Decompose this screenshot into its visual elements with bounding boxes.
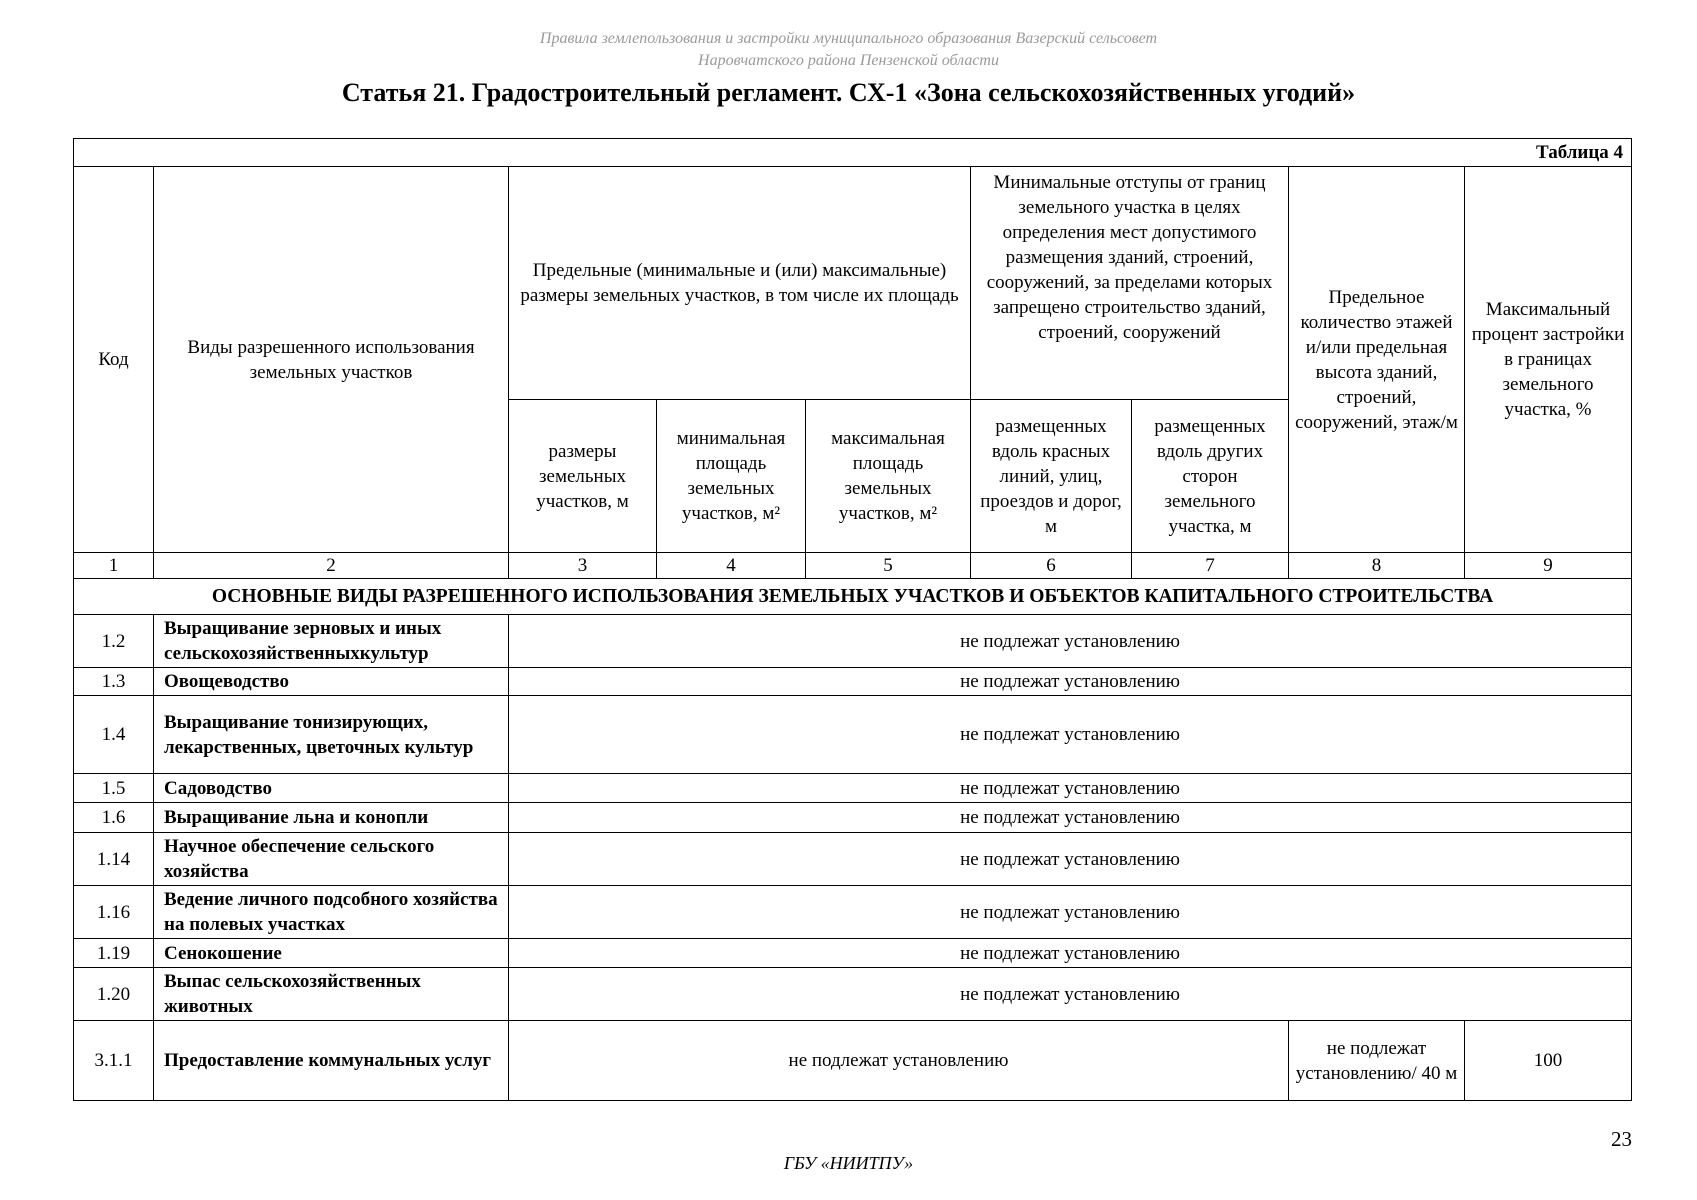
row-code: 1.5 [74, 774, 154, 803]
column-number: 6 [971, 553, 1132, 579]
table-row [74, 833, 1632, 886]
row-value: не подлежат установлению [509, 1021, 1289, 1101]
column-number-row [74, 553, 1632, 579]
row-use-type: Ведение личного подсобного хозяйства на полевых участках [154, 886, 509, 939]
row-use-type: Сенокошение [154, 939, 509, 968]
row-use-type: Садоводство [154, 774, 509, 803]
row-value: не подлежат установлению [509, 886, 1632, 939]
column-number: 3 [509, 553, 657, 579]
page-number: 23 [1611, 1127, 1632, 1151]
table-row [74, 696, 1632, 774]
row-use-type: Выпас сельскохозяйственных животных [154, 968, 509, 1021]
table-row [74, 1021, 1632, 1101]
table-row [74, 774, 1632, 803]
column-number: 7 [1132, 553, 1289, 579]
header-setback-other: размещенных вдоль других сторон земельного участка, м [1132, 400, 1289, 553]
row-code: 1.14 [74, 833, 154, 886]
row-code: 1.19 [74, 939, 154, 968]
row-floors: не подлежат установлению/ 40 м [1289, 1021, 1465, 1101]
row-use-type: Предоставление коммунальных услуг [154, 1021, 509, 1101]
running-header-line2: Наровчатского района Пензенской области [698, 52, 999, 69]
header-setbacks: Минимальные отступы от границ земельного участка в целях определения мест допустимого размещения зданий, строений, сооружений, за пределами которых запрещено строительство зданий, строений, сооружений [971, 167, 1289, 400]
header-setback-red-lines: размещенных вдоль красных линий, улиц, проездов и дорог, м [971, 400, 1132, 553]
table-caption: Таблица 4 [74, 139, 1632, 167]
row-code: 1.2 [74, 615, 154, 668]
column-number: 2 [154, 553, 509, 579]
table-row [74, 615, 1632, 668]
row-code: 1.4 [74, 696, 154, 774]
header-size-limits: Предельные (минимальные и (или) максимальные) размеры земельных участков, в том числе их площадь [509, 167, 971, 400]
table-row [74, 886, 1632, 939]
column-number: 9 [1465, 553, 1632, 579]
row-value: не подлежат установлению [509, 615, 1632, 668]
row-value: не подлежат установлению [509, 833, 1632, 886]
row-value: не подлежат установлению [509, 939, 1632, 968]
section-title: ОСНОВНЫЕ ВИДЫ РАЗРЕШЕННОГО ИСПОЛЬЗОВАНИЯ ЗЕМЕЛЬНЫХ УЧАСТКОВ И ОБЪЕКТОВ КАПИТАЛЬНОГО СТРОИТЕЛЬСТВА [74, 579, 1632, 615]
row-code: 1.20 [74, 968, 154, 1021]
row-use-type: Овощеводство [154, 668, 509, 696]
header-floors: Предельное количество этажей и/или предельная высота зданий, строений, сооружений, этаж/м [1289, 167, 1465, 553]
header-use-type: Виды разрешенного использования земельных участков [154, 167, 509, 553]
header-max-area: максимальная площадь земельных участков, м² [806, 400, 971, 553]
table-row [74, 968, 1632, 1021]
column-number: 1 [74, 553, 154, 579]
row-value: не подлежат установлению [509, 774, 1632, 803]
row-code: 1.16 [74, 886, 154, 939]
row-code: 1.3 [74, 668, 154, 696]
row-value: не подлежат установлению [509, 968, 1632, 1021]
regulation-table [73, 138, 1632, 1101]
row-use-type: Научное обеспечение сельского хозяйства [154, 833, 509, 886]
row-code: 3.1.1 [74, 1021, 154, 1101]
row-use-type: Выращивание зерновых и иных сельскохозяйственныхкультур [154, 615, 509, 668]
table-row [74, 939, 1632, 968]
row-coverage: 100 [1465, 1021, 1632, 1101]
header-max-coverage: Максимальный процент застройки в границах земельного участка, % [1465, 167, 1632, 553]
running-header [0, 28, 1697, 72]
row-use-type: Выращивание льна и конопли [154, 803, 509, 833]
running-header-line1: Правила землепользования и застройки муниципального образования Вазерский сельсовет [539, 30, 1158, 47]
header-code: Код [74, 167, 154, 553]
header-min-area: минимальная площадь земельных участков, м² [657, 400, 806, 553]
column-number: 4 [657, 553, 806, 579]
column-number: 8 [1289, 553, 1465, 579]
page-title: Статья 21. Градостроительный регламент. СХ-1 «Зона сельскохозяйственных угодий» [341, 78, 1356, 107]
table-row [74, 668, 1632, 696]
header-plot-size: размеры земельных участков, м [509, 400, 657, 553]
footer-organization: ГБУ «НИИТПУ» [783, 1153, 914, 1173]
table-row [74, 803, 1632, 833]
row-value: не подлежат установлению [509, 803, 1632, 833]
row-value: не подлежат установлению [509, 696, 1632, 774]
row-value: не подлежат установлению [509, 668, 1632, 696]
column-number: 5 [806, 553, 971, 579]
row-code: 1.6 [74, 803, 154, 833]
row-use-type: Выращивание тонизирующих, лекарственных, цветочных культур [154, 696, 509, 774]
